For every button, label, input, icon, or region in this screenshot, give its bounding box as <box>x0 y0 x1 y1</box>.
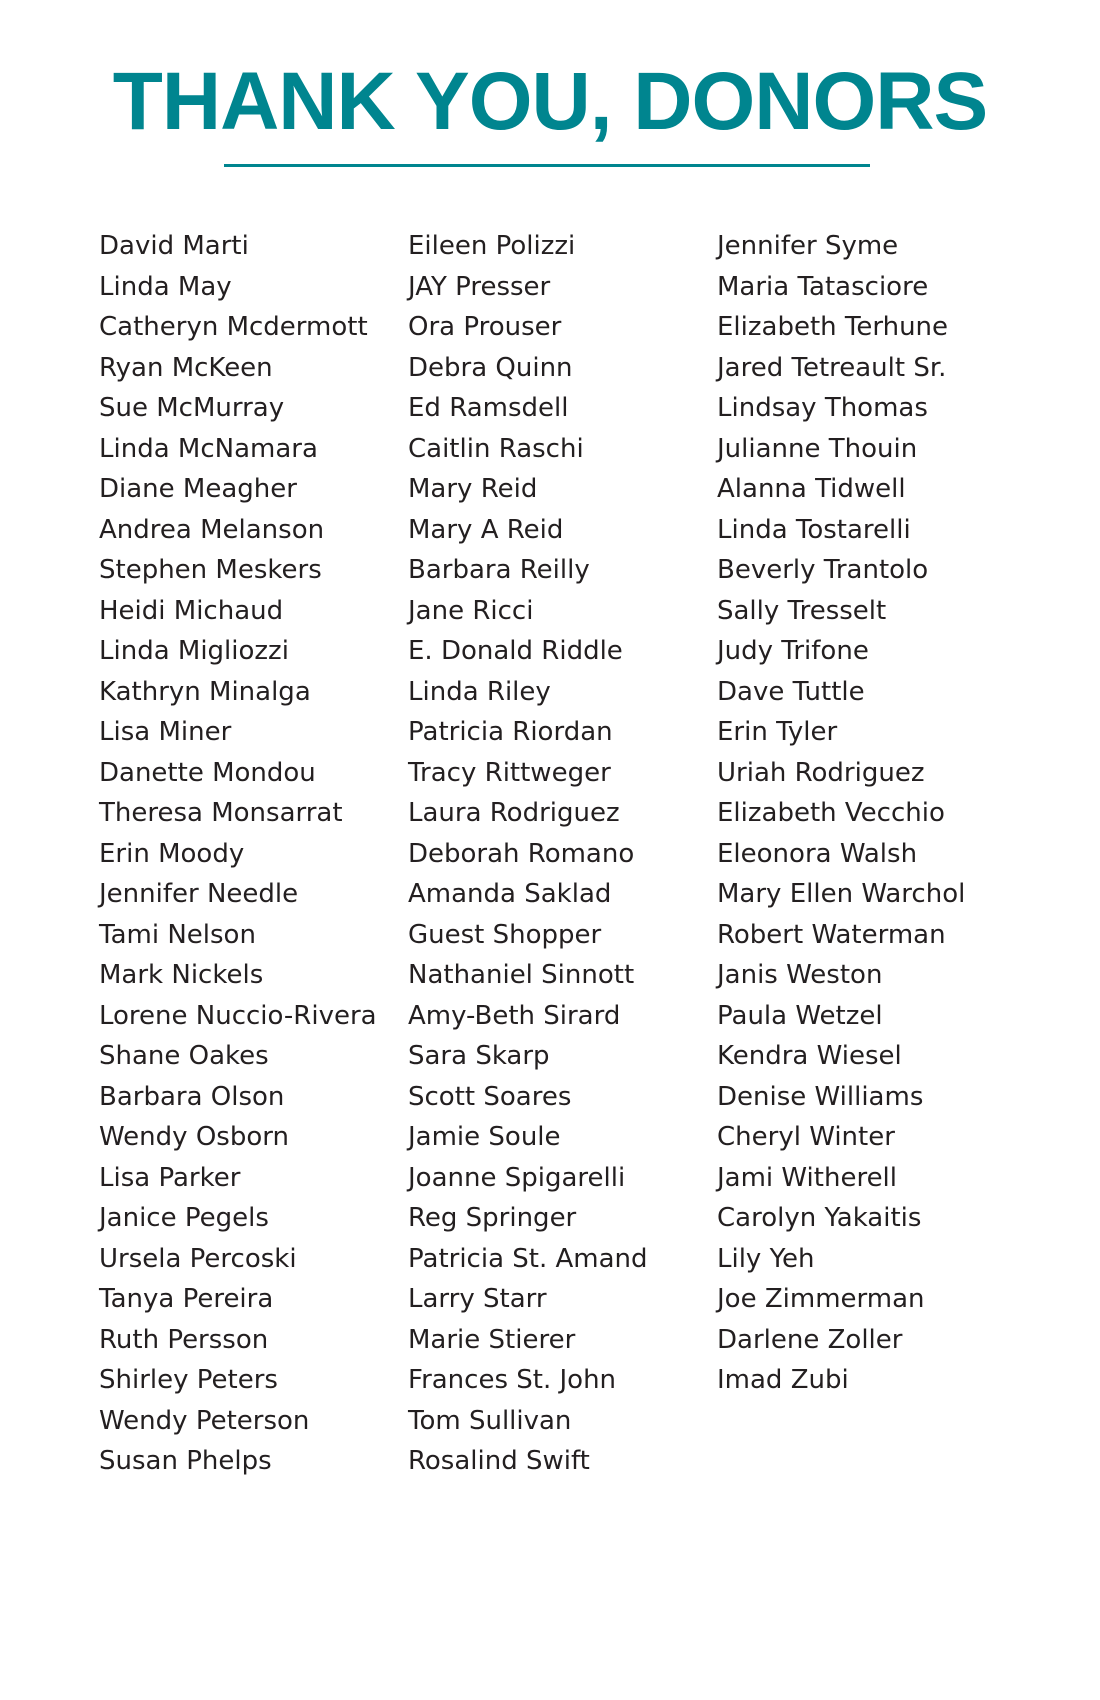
donor-name: Danette Mondou <box>99 757 316 788</box>
donor-name: Deborah Romano <box>408 838 635 869</box>
donor-name: Elizabeth Vecchio <box>717 798 945 828</box>
donor-name: Kathryn Minalga <box>99 676 311 707</box>
donor-name: Shirley Peters <box>99 1365 278 1395</box>
donor-name: Theresa Monsarrat <box>99 798 343 828</box>
donor-name: Maria Tatasciore <box>717 271 929 302</box>
donor-name: Jane Ricci <box>408 595 534 626</box>
donor-name: Rosalind Swift <box>408 1446 590 1476</box>
donor-name: Linda May <box>99 271 232 302</box>
donor-name: Susan Phelps <box>99 1446 272 1476</box>
page-title: THANK YOU, DONORS <box>112 56 988 147</box>
donor-name: Diane Meagher <box>99 474 297 504</box>
donor-name: Stephen Meskers <box>99 555 322 585</box>
donor-name: Judy Trifone <box>717 636 869 666</box>
donor-name: Linda McNamara <box>99 433 318 464</box>
donor-name: David Marti <box>99 231 249 261</box>
donor-name: Julianne Thouin <box>717 433 918 464</box>
donor-name: Erin Tyler <box>717 717 838 747</box>
donor-name: Eleonora Walsh <box>717 838 918 869</box>
donor-name: Sara Skarp <box>408 1041 550 1071</box>
donor-name: Imad Zubi <box>717 1365 849 1395</box>
donor-name: Ed Ramsdell <box>408 393 569 423</box>
donor-name: Sue McMurray <box>99 393 285 423</box>
donor-name: Lorene Nuccio-Rivera <box>99 1000 377 1031</box>
donor-name: Linda Migliozzi <box>99 636 289 666</box>
donor-column-1 <box>99 226 377 1482</box>
donor-name: Barbara Olson <box>99 1081 285 1112</box>
donor-name: Patricia St. Amand <box>408 1243 648 1274</box>
donor-name: Mark Nickels <box>99 960 264 990</box>
donor-name: Darlene Zoller <box>717 1324 903 1355</box>
donor-name: Janice Pegels <box>99 1203 269 1233</box>
donor-column-2 <box>408 226 648 1482</box>
donor-name: Janis Weston <box>717 960 883 990</box>
donor-name: Shane Oakes <box>99 1041 269 1071</box>
donor-name: Denise Williams <box>717 1081 924 1112</box>
donor-name: Ursela Percoski <box>99 1243 297 1274</box>
donor-name: Guest Shopper <box>408 919 602 950</box>
donor-name: Tami Nelson <box>99 919 256 950</box>
donor-name: Jared Tetreault Sr. <box>717 352 947 383</box>
donor-name: Heidi Michaud <box>99 595 284 626</box>
donor-name: Ruth Persson <box>99 1324 269 1355</box>
donor-name: Catheryn Mcdermott <box>99 312 368 342</box>
donor-name: Joanne Spigarelli <box>408 1162 626 1193</box>
donor-name: Debra Quinn <box>408 352 573 383</box>
donor-name: Ryan McKeen <box>99 352 273 383</box>
donor-name: Beverly Trantolo <box>717 555 929 585</box>
donor-name: Tracy Rittweger <box>408 757 611 788</box>
donor-name: Frances St. John <box>408 1365 617 1395</box>
donor-name: Jennifer Needle <box>99 879 299 909</box>
donor-name: Wendy Peterson <box>99 1405 310 1436</box>
donor-name: Nathaniel Sinnott <box>408 960 635 990</box>
donor-name: Mary Reid <box>408 474 538 504</box>
donor-name: Larry Starr <box>408 1284 547 1314</box>
donor-name: Tanya Pereira <box>99 1284 274 1314</box>
donor-name: Jamie Soule <box>408 1122 561 1152</box>
donor-name: Lindsay Thomas <box>717 393 928 423</box>
donor-name: Wendy Osborn <box>99 1122 289 1152</box>
donor-name: Ora Prouser <box>408 312 562 342</box>
donor-name: Paula Wetzel <box>717 1000 883 1031</box>
donor-name: Dave Tuttle <box>717 676 865 707</box>
donor-name: Amy-Beth Sirard <box>408 1000 621 1031</box>
donor-name: Erin Moody <box>99 838 245 869</box>
title-divider <box>224 164 870 167</box>
donor-name: Jami Witherell <box>717 1162 898 1193</box>
donor-name: Mary A Reid <box>408 514 564 545</box>
donor-name: Caitlin Raschi <box>408 433 584 464</box>
donor-name: Lisa Parker <box>99 1162 241 1193</box>
donor-name: Linda Tostarelli <box>717 514 911 545</box>
donor-name: Lily Yeh <box>717 1243 815 1274</box>
donor-name: Barbara Reilly <box>408 555 590 585</box>
donor-name: Lisa Miner <box>99 717 232 747</box>
donor-name: E. Donald Riddle <box>408 636 623 666</box>
donor-name: JAY Presser <box>408 271 551 302</box>
donor-name: Carolyn Yakaitis <box>717 1203 922 1233</box>
donor-name: Cheryl Winter <box>717 1122 895 1152</box>
donor-name: Marie Stierer <box>408 1324 576 1355</box>
donor-name: Sally Tresselt <box>717 595 887 626</box>
donor-name: Uriah Rodriguez <box>717 757 925 788</box>
donor-name: Patricia Riordan <box>408 717 613 747</box>
donor-name: Laura Rodriguez <box>408 798 620 828</box>
donor-name: Joe Zimmerman <box>717 1284 925 1314</box>
donor-name: Scott Soares <box>408 1081 572 1112</box>
donor-name: Tom Sullivan <box>408 1405 572 1436</box>
donor-name: Alanna Tidwell <box>717 474 906 504</box>
donor-column-3 <box>717 226 965 1401</box>
donor-name: Amanda Saklad <box>408 879 612 909</box>
donor-name: Andrea Melanson <box>99 514 325 545</box>
donor-name: Robert Waterman <box>717 919 946 950</box>
donor-name: Eileen Polizzi <box>408 231 576 261</box>
donor-name: Kendra Wiesel <box>717 1041 902 1071</box>
donor-name: Reg Springer <box>408 1203 577 1233</box>
donor-name: Linda Riley <box>408 676 551 707</box>
donor-name: Mary Ellen Warchol <box>717 879 966 909</box>
donor-name: Jennifer Syme <box>717 231 899 261</box>
donor-name: Elizabeth Terhune <box>717 312 949 342</box>
